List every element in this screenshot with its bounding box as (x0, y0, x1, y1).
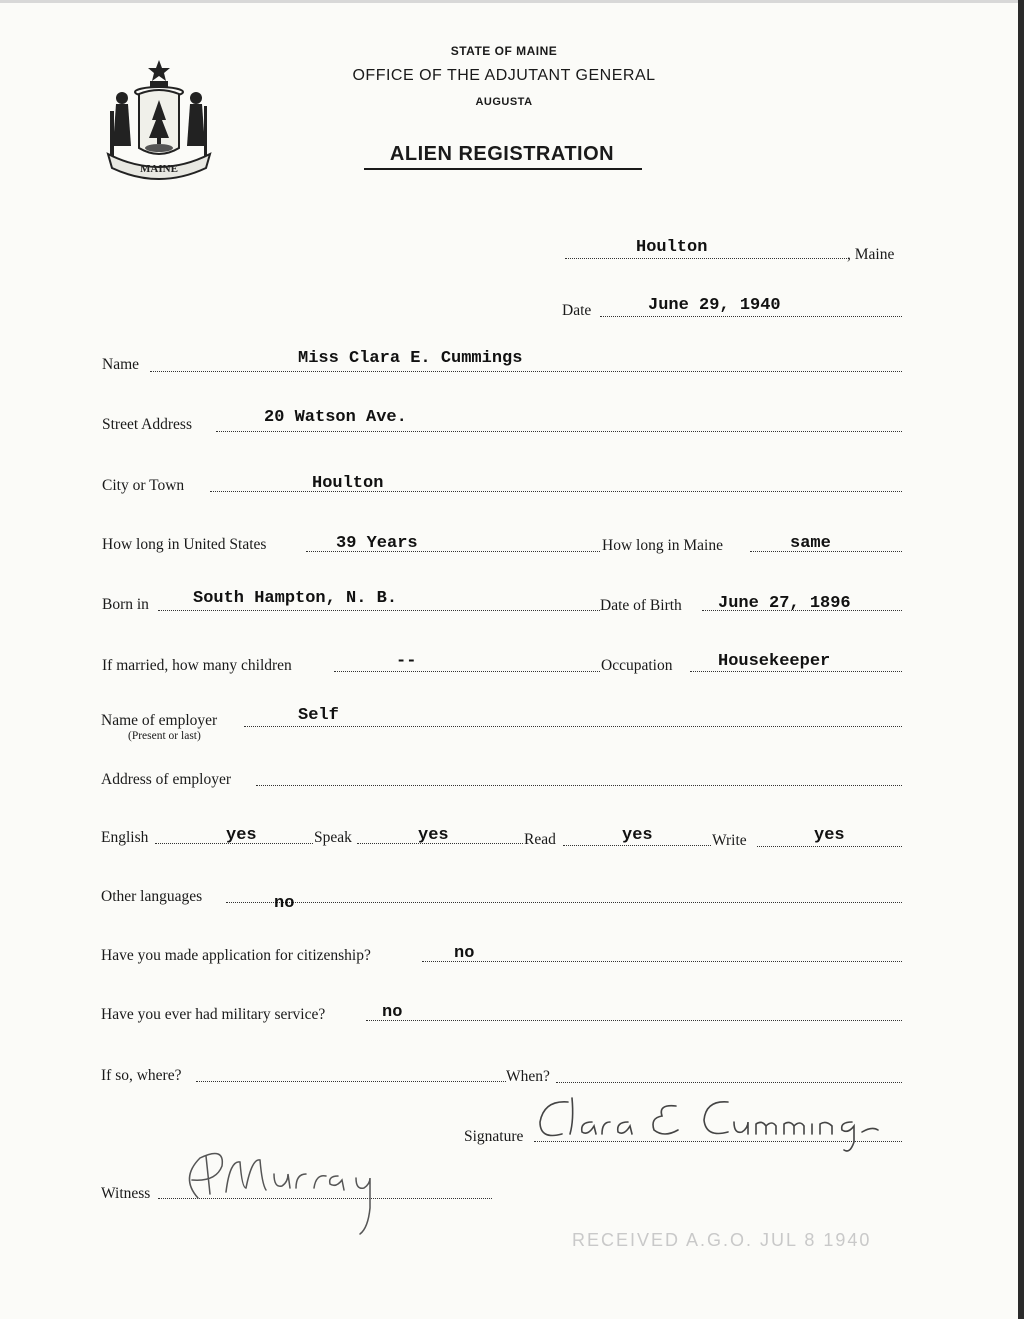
write-label: Write (712, 832, 747, 849)
citizenship-line (422, 961, 902, 962)
born-in-line (158, 610, 600, 611)
when-line (556, 1082, 902, 1083)
children-value: -- (396, 652, 417, 671)
street-label: Street Address (102, 416, 192, 433)
employer-line (244, 726, 902, 727)
header-state: STATE OF MAINE (450, 44, 558, 58)
read-label: Read (524, 831, 556, 848)
children-line (334, 671, 600, 672)
occupation-line (690, 671, 902, 672)
citizenship-label: Have you made application for citizenship? (101, 947, 371, 964)
where-label: If so, where? (101, 1067, 182, 1084)
children-label: If married, how many children (102, 657, 292, 674)
write-line (757, 846, 902, 847)
military-label: Have you ever had military service? (101, 1006, 326, 1023)
date-line (600, 316, 902, 317)
english-value: yes (226, 826, 257, 845)
top-edge (0, 0, 1024, 3)
applicant-signature (532, 1092, 908, 1158)
military-line (366, 1020, 902, 1021)
employer-address-label: Address of employer (101, 771, 231, 788)
write-value: yes (814, 826, 845, 845)
city-value: Houlton (312, 474, 384, 493)
military-value: no (382, 1003, 403, 1022)
header-city: AUGUSTA (475, 96, 533, 108)
location-value: Houlton (636, 238, 708, 257)
other-languages-label: Other languages (101, 888, 203, 905)
received-stamp: RECEIVED A.G.O. JUL 8 1940 (572, 1230, 872, 1250)
name-value: Miss Clara E. Cummings (298, 349, 523, 368)
occupation-label: Occupation (601, 657, 673, 674)
occupation-value: Housekeeper (718, 652, 831, 671)
location-line (565, 258, 847, 259)
dob-value: June 27, 1896 (718, 594, 851, 613)
born-in-label: Born in (102, 596, 149, 613)
when-label: When? (506, 1068, 550, 1085)
how-long-us-label: How long in United States (102, 536, 267, 553)
employer-address-line (256, 785, 902, 786)
how-long-maine-value: same (790, 534, 831, 553)
employer-value: Self (298, 706, 339, 725)
date-value: June 29, 1940 (648, 296, 781, 315)
witness-label: Witness (101, 1185, 151, 1202)
how-long-us-value: 39 Years (336, 534, 418, 553)
employer-label: Name of employer (101, 712, 218, 729)
right-edge (1018, 0, 1024, 1319)
where-line (196, 1081, 506, 1082)
title-underline (364, 168, 642, 170)
witness-signature (170, 1138, 440, 1242)
speak-value: yes (418, 826, 449, 845)
citizenship-value: no (454, 944, 475, 963)
city-label: City or Town (102, 477, 185, 494)
born-in-value: South Hampton, N. B. (193, 589, 398, 608)
english-label: English (101, 829, 149, 846)
how-long-maine-label: How long in Maine (602, 537, 723, 554)
date-label: Date (562, 302, 592, 319)
form-title: ALIEN REGISTRATION (389, 143, 615, 165)
street-line (216, 431, 902, 432)
read-line (563, 845, 711, 846)
name-line (150, 371, 902, 372)
street-value: 20 Watson Ave. (264, 408, 407, 427)
dob-label: Date of Birth (600, 597, 682, 614)
seal-banner-text: MAINE (140, 163, 178, 175)
other-languages-line (226, 902, 902, 903)
name-label: Name (102, 356, 140, 373)
read-value: yes (622, 826, 653, 845)
employer-sublabel: (Present or last) (128, 730, 201, 742)
other-languages-value: no (274, 894, 295, 913)
speak-label: Speak (314, 829, 352, 846)
signature-label: Signature (464, 1128, 524, 1145)
header-office: OFFICE OF THE ADJUTANT GENERAL (352, 67, 656, 84)
location-suffix: , Maine (847, 246, 895, 263)
